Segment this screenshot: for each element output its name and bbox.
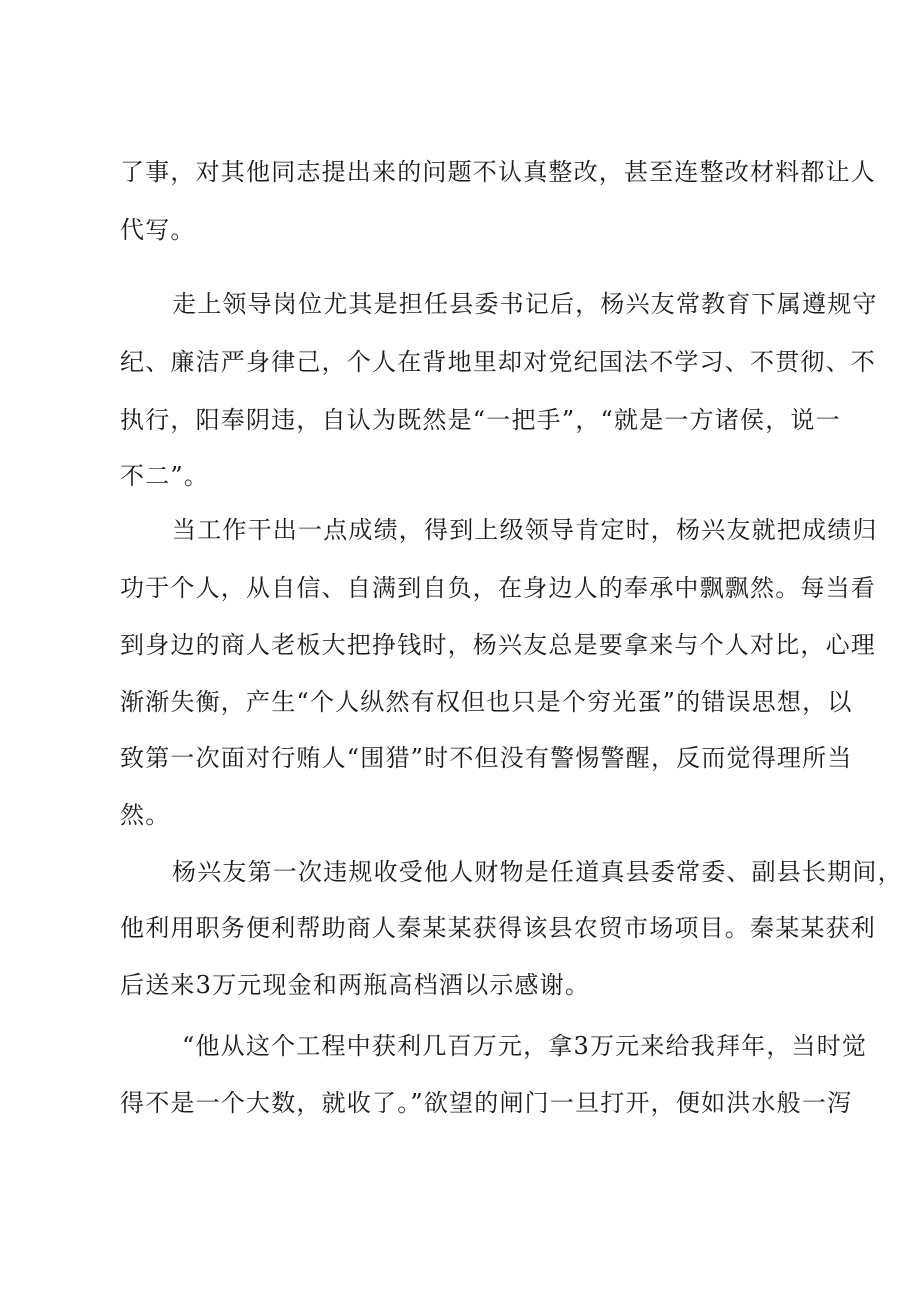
- paragraph-5-line-2: 得不是一个大数，就收了。”欲望的闸门一旦打开，便如洪水般一泻: [120, 1089, 853, 1117]
- paragraph-2-line-2: 纪、廉洁严身律己，个人在背地里却对党纪国法不学习、不贯彻、不: [120, 348, 876, 376]
- paragraph-5-line-1: “他从这个工程中获利几百万元，拿3万元来给我拜年，当时觉: [182, 1032, 868, 1060]
- paragraph-3-line-5: 致第一次面对行贿人“围猎”时不但没有警惕警醒，反而觉得理所当: [120, 744, 853, 772]
- paragraph-3-line-1: 当工作干出一点成绩，得到上级领导肯定时，杨兴友就把成绩归: [172, 516, 878, 544]
- paragraph-4-line-3: 后送来3万元现金和两瓶高档酒以示感谢。: [120, 971, 591, 999]
- paragraph-1-line-2: 代写。: [120, 216, 196, 244]
- paragraph-3-line-6: 然。: [120, 801, 171, 829]
- paragraph-1-line-1: 了事，对其他同志提出来的问题不认真整改，甚至连整改材料都让人: [120, 158, 876, 186]
- paragraph-3-line-3: 到身边的商人老板大把挣钱时，杨兴友总是要拿来与个人对比，心理: [120, 631, 876, 659]
- paragraph-3-line-4: 渐渐失衡，产生“个人纵然有权但也只是个穷光蛋”的错误思想，以: [120, 688, 853, 716]
- paragraph-2-line-4: 不二”。: [120, 462, 210, 490]
- paragraph-2-line-3: 执行，阳奉阴违，自认为既然是“一把手”，“就是一方诸侯，说一: [120, 406, 841, 434]
- paragraph-4-line-1: 杨兴友第一次违规收受他人财物是任道真县委常委、副县长期间，: [172, 858, 903, 886]
- paragraph-3-line-2: 功于个人，从自信、自满到自负，在身边人的奉承中飘飘然。每当看: [120, 574, 876, 602]
- paragraph-2-line-1: 走上领导岗位尤其是担任县委书记后，杨兴友常教育下属遵规守: [172, 290, 878, 318]
- paragraph-4-line-2: 他利用职务便利帮助商人秦某某获得该县农贸市场项目。秦某某获利: [120, 914, 876, 942]
